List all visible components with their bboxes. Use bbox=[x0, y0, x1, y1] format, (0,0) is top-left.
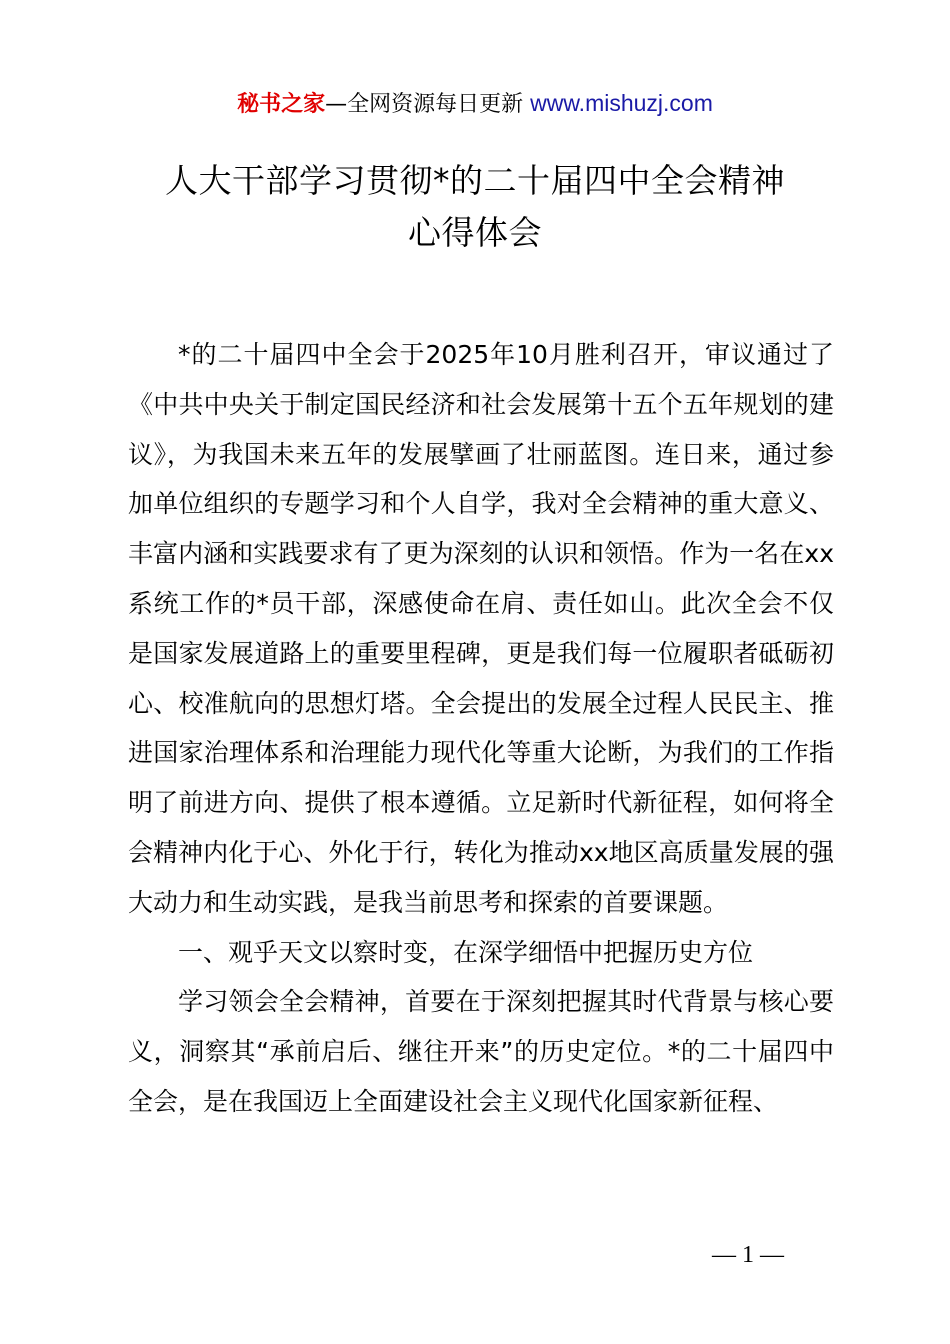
page-number: — 1 — bbox=[712, 1242, 784, 1268]
site-header bbox=[0, 88, 950, 120]
site-brand: 秘书之家 bbox=[237, 92, 326, 117]
section-heading-1: 一、观乎天文以察时变，在深学细悟中把握历史方位 bbox=[178, 937, 754, 967]
paragraph-intro: *的二十届四中全会于2025年10月胜利召开，审议通过了《中共中央关于制定国民经济和社会发展第十五个五年规划的建议》，为我国未来五年的发展擘画了壮丽蓝图。连日来，通过参加单位组织的专题学习和个人自学，我对全会精神的重大意义、丰富内涵和实践要求有了更为深刻的认识和领悟。作为一名在xx系统工作的*员干部，深感使命在肩、责任如山。此次全会不仅是国家发展道路上的重要里程碑，更是我们每一位履职者砥砺初心、校准航向的思想灯塔。全会提出的发展全过程人民民主、推进国家治理体系和治理能力现代化等重大论断，为我们的工作指明了前进方向、提供了根本遵循。立足新时代新征程，如何将全会精神内化于心、外化于行，转化为推动xx地区高质量发展的强大动力和生动实践，是我当前思考和探索的首要课题。 bbox=[128, 340, 834, 917]
header-slogan: 全网资源每日更新 bbox=[347, 92, 524, 117]
title-line-1: 人大干部学习贯彻*的二十届四中全会精神 bbox=[165, 161, 785, 200]
paragraph-section-1: 学习领会全会精神，首要在于深刻把握其时代背景与核心要义，洞察其“承前启后、继往开来”的历史定位。*的二十届四中全会，是在我国迈上全面建设社会主义现代化国家新征程、 bbox=[128, 987, 834, 1116]
title-line-2: 心得体会 bbox=[408, 213, 542, 252]
header-separator: — bbox=[325, 92, 348, 117]
site-url-link[interactable]: www.mishuzj.com bbox=[530, 90, 713, 116]
document-body bbox=[128, 330, 834, 1127]
document-title bbox=[0, 155, 950, 259]
